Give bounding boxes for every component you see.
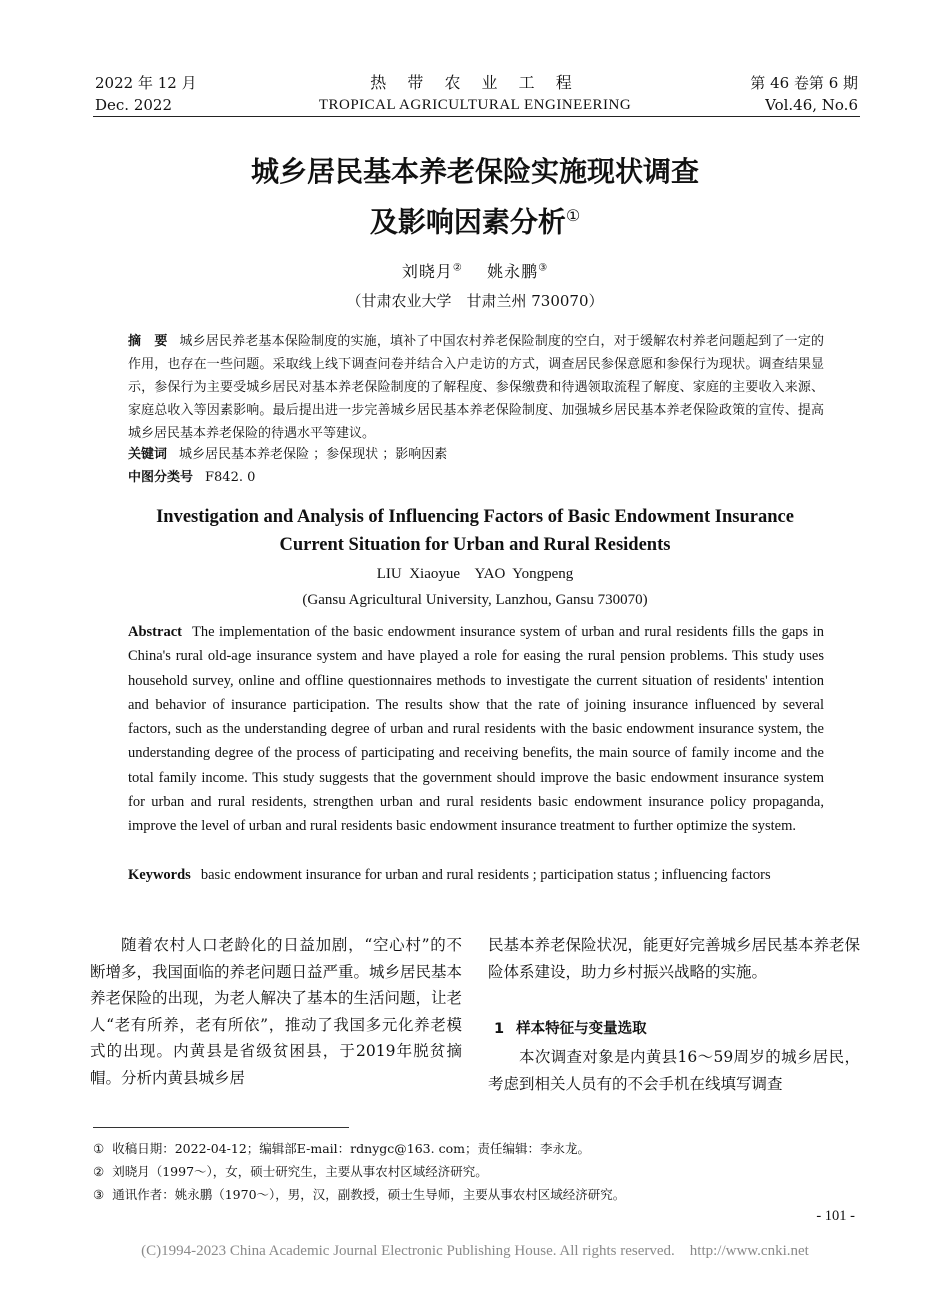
abstract-en <box>128 620 824 839</box>
classification-cn <box>128 466 824 489</box>
author-1-mark: ② <box>452 262 463 274</box>
classification-cn-label: 中图分类号 <box>128 470 194 485</box>
paper-title-en-line1: Investigation and Analysis of Influencing Factors of Basic Endowment Insurance <box>156 507 794 527</box>
header-date-cn: 2022 年 12 月 <box>95 74 197 92</box>
affiliation-en: (Gansu Agricultural University, Lanzhou, Gansu 730070) <box>302 592 648 608</box>
copyright-notice: (C)1994-2023 China Academic Journal Electronic Publishing House. All rights reserved. http://www.cnki.net <box>141 1243 809 1259</box>
paper-title-en-line2: Current Situation for Urban and Rural Residents <box>279 535 671 555</box>
header-divider <box>93 116 860 117</box>
abstract-en-label: Abstract <box>128 624 182 640</box>
footnote-1-mark: ① <box>93 1141 105 1156</box>
footnote-1-text: 收稿日期：2022-04-12；编辑部E-mail：rdnygc@163. com；责任编辑：李永龙。 <box>112 1141 590 1156</box>
keywords-en <box>128 863 824 887</box>
keywords-cn-label: 关键词 <box>128 447 168 462</box>
header-date-en: Dec. 2022 <box>95 96 173 114</box>
keywords-cn <box>128 443 824 466</box>
header-issue-cn: 第 46 卷第 6 期 <box>750 74 858 92</box>
author-1-cn: 刘晓月 <box>401 262 453 281</box>
section-number: 1 <box>494 1021 505 1037</box>
header-issue-en: Vol.46, No.6 <box>765 96 858 114</box>
header-issue <box>750 72 858 116</box>
section-heading <box>494 1017 866 1038</box>
page-number: - 101 - <box>816 1208 855 1224</box>
footnote-2-mark: ② <box>93 1164 105 1179</box>
keywords-en-text: basic endowment insurance for urban and rural residents ; participation status ; influencing factors <box>200 867 771 883</box>
footnote-2-text: 刘晓月（1997～），女，硕士研究生，主要从事农村区域经济研究。 <box>112 1164 488 1179</box>
abstract-cn-label: 摘 要 <box>128 334 168 349</box>
section-title: 样本特征与变量选取 <box>516 1021 647 1037</box>
keywords-en-label: Keywords <box>128 867 191 883</box>
author-2-mark: ③ <box>538 262 549 274</box>
title-footnote-mark: ① <box>565 206 581 225</box>
authors-en: LIU Xiaoyue YAO Yongpeng <box>376 566 574 582</box>
header-date <box>95 72 197 116</box>
abstract-cn-text: 城乡居民养老基本保险制度的实施，填补了中国农村养老保险制度的空白，对于缓解农村养老问题起到了一定的作用，也存在一些问题。采取线上线下调查问卷并结合入户走访的方式，调查居民参保意愿和参保行为现状。调查结果显示，参保行为主要受城乡居民对基本养老保险制度的了解程度、参保缴费和待遇领取流程了解度、家庭的主要收入来源、家庭总收入等因素影响。最后提出进一步完善城乡居民基本养老保险制度、加强城乡居民基本养老保险政策的宣传、提高城乡居民基本养老保险的待遇水平等建议。 <box>128 334 824 441</box>
footnote-3-mark: ③ <box>93 1187 105 1202</box>
paper-title-cn <box>95 150 855 244</box>
footnote-1 <box>93 1140 863 1158</box>
header-journal-cn: 热 带 农 业 工 程 <box>370 73 580 92</box>
paper-title-en <box>95 503 855 559</box>
abstract-en-text: The implementation of the basic endowment insurance system of urban and rural residents fills the gaps in China's rural old-age insurance system and have played a role for easing the rural pension problems. This study uses household survey, online and offline questionnaires methods to investigate the current situation of residents' intention and behavior of insurance participation. The results show that the rate of joining insurance influenced by several factors, such as the understanding degree of urban and rural residents with the basic endowment insurance system, the understanding degree of the process of participating and receiving benefits, the main source of family income and the total family income. This study suggests that the government should improve the basic endowment insurance system for urban and rural residents, strengthen urban and rural residents basic endowment insurance policy propaganda, improve the level of urban and rural residents basic endowment insurance treatment to further optimize the system. <box>128 624 824 835</box>
classification-cn-text: F842. 0 <box>205 470 256 485</box>
keywords-cn-text: 城乡居民基本养老保险 ；参保现状 ；影响因素 <box>179 447 448 462</box>
body-right-paragraph: 本次调查对象是内黄县16～59周岁的城乡居民，考虑到相关人员有的不会手机在线填写调查 <box>488 1048 860 1093</box>
paper-title-cn-line2-text: 及影响因素分析 <box>369 205 566 239</box>
header-journal-en: TROPICAL AGRICULTURAL ENGINEERING <box>318 97 632 113</box>
author-2-cn: 姚永鹏 <box>487 262 539 281</box>
affiliation-cn: （甘肃农业大学 甘肃兰州 730070） <box>346 292 604 310</box>
paper-title-cn-line2 <box>95 194 855 244</box>
body-left-paragraph: 随着农村人口老龄化的日益加剧，“空心村”的不断增多，我国面临的养老问题日益严重。城乡居民基本养老保险的出现，为老人解决了基本的生活问题，让老人“老有所养，老有所依”，推动了我国多元化养老模式的出现。内黄县是省级贫困县，于2019年脱贫摘帽。分析内黄县城乡居 <box>90 936 463 1087</box>
abstract-cn <box>128 330 824 445</box>
footnote-divider <box>93 1127 349 1128</box>
authors-cn <box>95 259 855 282</box>
header-journal <box>300 72 650 116</box>
footnote-3 <box>93 1186 863 1204</box>
footnote-3-text: 通讯作者：姚永鹏（1970～），男，汉，副教授，硕士生导师，主要从事农村区域经济研究。 <box>112 1187 626 1202</box>
paper-title-cn-line1: 城乡居民基本养老保险实施现状调查 <box>250 155 699 188</box>
body-right-paragraph-continued: 民基本养老保险状况，能更好完善城乡居民基本养老保险体系建设，助力乡村振兴战略的实施。 <box>488 936 861 981</box>
footnote-2 <box>93 1163 863 1181</box>
